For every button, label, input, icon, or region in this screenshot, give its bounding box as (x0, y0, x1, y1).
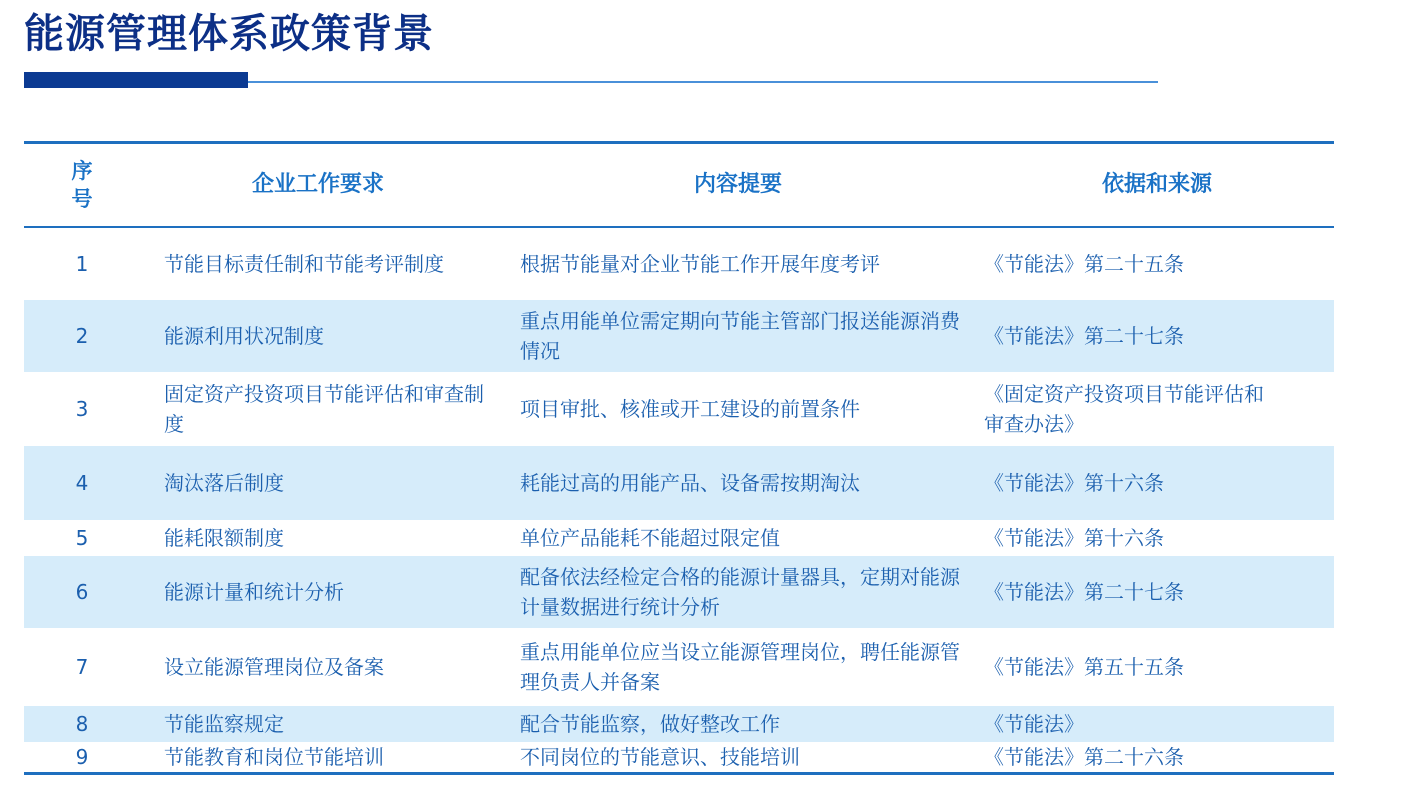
row-summary: 配备依法经检定合格的能源计量器具，定期对能源计量数据进行统计分析 (520, 565, 960, 619)
row-source: 《节能法》第二十七条 (984, 324, 1184, 348)
row-index: 9 (75, 745, 89, 769)
row-summary: 项目审批、核准或开工建设的前置条件 (520, 397, 860, 421)
row-source: 《节能法》第二十七条 (984, 580, 1184, 604)
row-requirement: 能源利用状况制度 (164, 324, 324, 348)
row-requirement: 节能监察规定 (164, 712, 284, 736)
row-summary: 配合节能监察，做好整改工作 (520, 712, 780, 736)
row-source: 《固定资产投资项目节能评估和审查办法》 (984, 382, 1264, 436)
row-index: 8 (75, 712, 89, 736)
row-requirement: 节能目标责任制和节能考评制度 (164, 252, 444, 276)
table-row (24, 706, 1334, 742)
policy-table (24, 141, 1334, 775)
row-summary: 重点用能单位应当设立能源管理岗位，聘任能源管理负责人并备案 (520, 640, 960, 694)
table-row (24, 742, 1334, 772)
table-row (24, 556, 1334, 628)
header-source: 依据和来源 (1101, 172, 1212, 197)
table-row (24, 628, 1334, 706)
header-index: 序号 (71, 159, 93, 211)
page-title: 能源管理体系政策背景 (24, 11, 434, 57)
row-summary: 单位产品能耗不能超过限定值 (520, 526, 780, 550)
header-summary: 内容提要 (693, 172, 782, 197)
row-summary: 不同岗位的节能意识、技能培训 (520, 745, 800, 769)
row-source: 《节能法》第十六条 (984, 471, 1164, 495)
table-header-row (24, 144, 1334, 228)
row-source: 《节能法》第二十六条 (984, 745, 1184, 769)
title-underline-line (248, 81, 1158, 83)
row-summary: 耗能过高的用能产品、设备需按期淘汰 (520, 471, 860, 495)
row-source: 《节能法》第十六条 (984, 526, 1164, 550)
row-summary: 重点用能单位需定期向节能主管部门报送能源消费情况 (520, 309, 960, 363)
row-summary: 根据节能量对企业节能工作开展年度考评 (520, 252, 880, 276)
row-source: 《节能法》 (984, 712, 1084, 736)
row-requirement: 能耗限额制度 (164, 526, 284, 550)
row-requirement: 淘汰落后制度 (164, 471, 284, 495)
table-row (24, 372, 1334, 446)
row-requirement: 设立能源管理岗位及备案 (164, 655, 384, 679)
title-underline-accent (24, 72, 248, 88)
row-index: 3 (75, 397, 89, 421)
table-row (24, 300, 1334, 372)
row-source: 《节能法》第二十五条 (984, 252, 1184, 276)
row-index: 5 (75, 526, 89, 550)
row-requirement: 固定资产投资项目节能评估和审查制度 (164, 382, 484, 436)
row-index: 7 (75, 655, 89, 679)
row-index: 1 (75, 252, 89, 276)
row-source: 《节能法》第五十五条 (984, 655, 1184, 679)
row-requirement: 能源计量和统计分析 (164, 580, 344, 604)
row-index: 2 (75, 324, 89, 348)
table-row (24, 228, 1334, 300)
row-requirement: 节能教育和岗位节能培训 (164, 745, 384, 769)
row-index: 6 (75, 580, 89, 604)
table-row (24, 520, 1334, 556)
header-requirement: 企业工作要求 (251, 172, 384, 197)
row-index: 4 (75, 471, 89, 495)
table-row (24, 446, 1334, 520)
